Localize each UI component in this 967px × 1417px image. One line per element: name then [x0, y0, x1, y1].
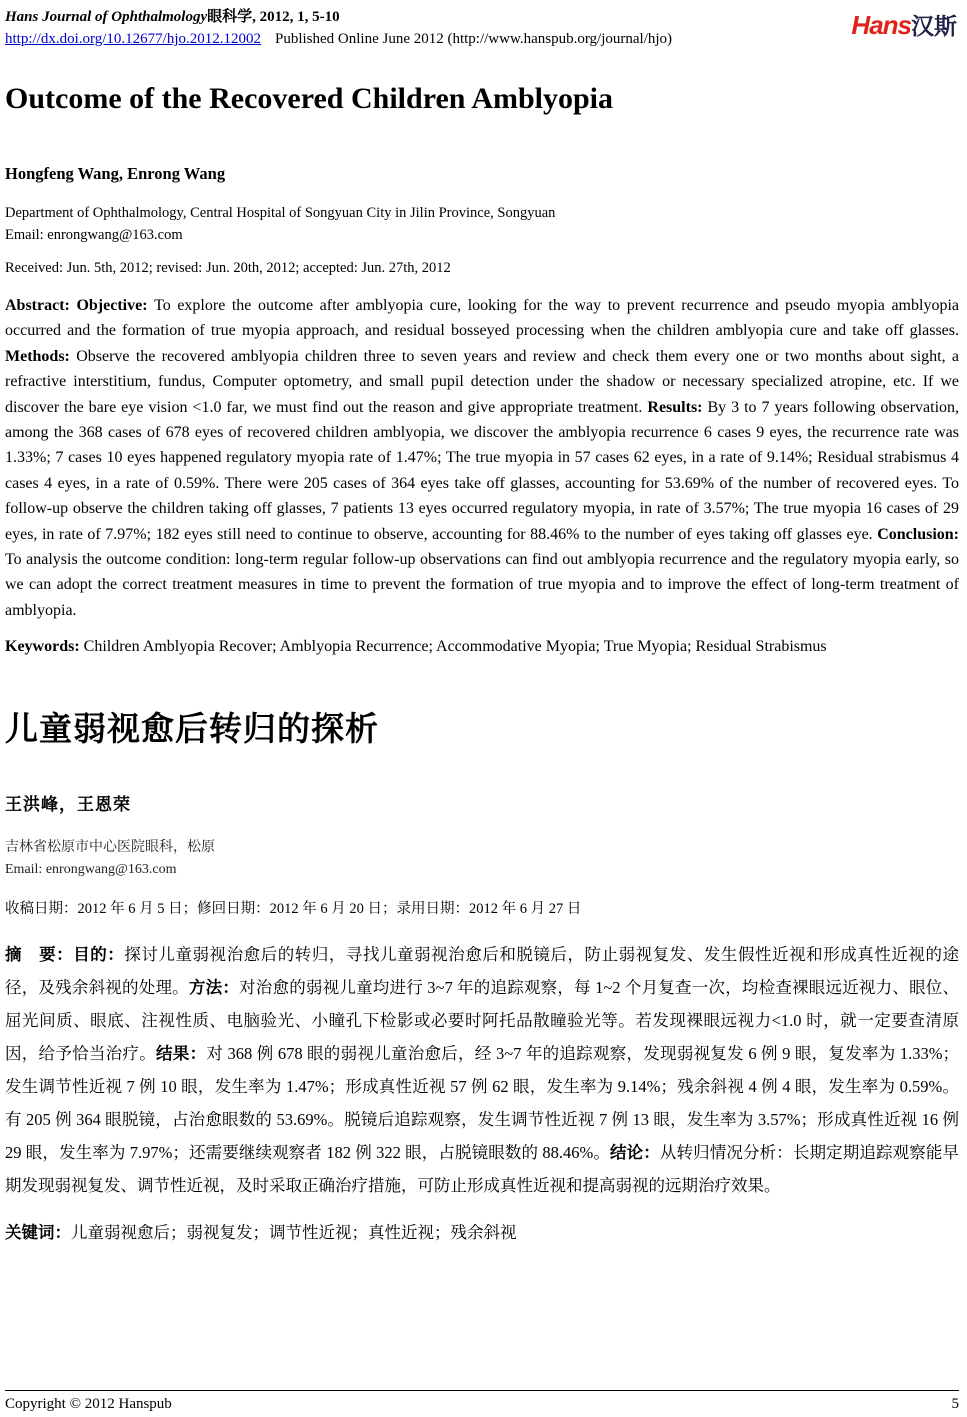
journal-issue: 眼科学, 2012, 1, 5-10: [207, 9, 340, 25]
hans-logo-cjk: 汉斯: [911, 13, 957, 39]
conclusion-text: To analysis the outcome condition: long-term regular follow-up observations can find out amblyopia recurrence and the regulatory myopia early, so we can adopt the correct treatment measures in time to prevent the formation of true myopia and to improve the effect of long-term treatment of amblyopia.: [5, 551, 959, 619]
email-cn: Email: enrongwang@163.com: [5, 862, 177, 878]
paper-title-cn: 儿童弱视愈后转归的探析: [5, 710, 379, 748]
journal-title-line: [5, 6, 672, 28]
journal-name: Hans Journal of Ophthalmology: [5, 9, 208, 25]
abstract-cn: [5, 938, 959, 1202]
journal-header: [5, 6, 959, 50]
cn-methods-text: 对治愈的弱视儿童均进行 3~7 年的追踪观察，每 1~2 个月复查一次，均检查裸眼远近视力、眼位、屈光间质、眼底、注视性质、电脑验光、小瞳孔下检影或必要时阿托品散瞳验光等。若发现裸眼远视力<1.0 时，就一定要查清原因，给予恰当治疗。: [5, 978, 960, 1064]
keywords-en: [5, 635, 959, 658]
affiliation-cn: 吉林省松原市中心医院眼科，松原: [5, 840, 215, 856]
affiliation-block-cn: [5, 837, 959, 881]
cn-results-label: 结果：: [156, 1044, 207, 1064]
affiliation-en: Department of Ophthalmology, Central Hospital of Songyuan City in Jilin Province, Songyuan: [5, 205, 556, 221]
authors-cn: 王洪峰，王恩荣: [5, 795, 131, 815]
page-number: 5: [951, 1396, 959, 1412]
paper-title-en: Outcome of the Recovered Children Amblyopia: [5, 82, 614, 115]
doi-line: [5, 28, 672, 50]
hans-logo: [851, 6, 959, 41]
cn-methods-label: 方法：: [188, 978, 240, 998]
cn-abstract-label: 摘 要：: [5, 945, 74, 965]
cn-objective-text: 探讨儿童弱视治愈后的转归，寻找儿童弱视治愈后和脱镜后，防止弱视复发、发生假性近视和形成真性近视的途径，及残余斜视的处理。: [5, 945, 960, 998]
doi-link[interactable]: http://dx.doi.org/10.12677/hjo.2012.12002: [5, 31, 261, 47]
keywords-text: Children Amblyopia Recover; Amblyopia Recurrence; Accommodative Myopia; True Myopia; Residual Strabismus: [83, 638, 827, 656]
methods-label: Methods:: [5, 347, 77, 365]
abstract-label: Abstract:: [5, 297, 77, 314]
published-note: Published Online June 2012 (http://www.hanspub.org/journal/hjo): [274, 31, 673, 47]
page-footer: [5, 1390, 959, 1413]
objective-text: To explore the outcome after amblyopia cure, looking for the way to prevent recurrence and pseudo myopia amblyopia occurred and the formation of true myopia approach, and residual bosseyed processing when the children amblyopia cure and take off glasses.: [5, 297, 959, 340]
cn-keywords-text: 儿童弱视愈后；弱视复发；调节性近视；真性近视；残余斜视: [71, 1223, 517, 1243]
objective-label: Objective:: [76, 297, 155, 314]
results-label: Results:: [647, 398, 708, 416]
received-dates-en: Received: Jun. 5th, 2012; revised: Jun. 20th, 2012; accepted: Jun. 27th, 2012: [5, 260, 451, 276]
keywords-cn: [5, 1216, 959, 1249]
affiliation-block-en: [5, 202, 959, 246]
cn-keywords-label: 关键词：: [5, 1223, 71, 1243]
copyright-notice: Copyright © 2012 Hanspub: [5, 1396, 172, 1412]
cn-conclusion-label: 结论：: [610, 1143, 660, 1163]
authors-en: Hongfeng Wang, Enrong Wang: [5, 164, 226, 183]
abstract-en: [5, 293, 959, 623]
journal-info: [5, 6, 672, 50]
cn-conclusion-text: 从转归情况分析：长期定期追踪观察能早期发现弱视复发、调节性近视，及时采取正确治疗措施，可防止形成真性近视和提高弱视的远期治疗效果。: [5, 1143, 959, 1196]
conclusion-label: Conclusion:: [877, 525, 959, 543]
cn-results-text: 对 368 例 678 眼的弱视儿童治愈后，经 3~7 年的追踪观察，发现弱视复发 6 例 9 眼，复发率为 1.33%；发生调节性近视 7 例 10 眼，发生率为 1.47%；形成真性近视 57 例 62 眼，发生率为 9.14%；残余斜视 4 例 4 眼，发生率为 0.59%。有 205 例 364 眼脱镜，占治愈眼数的 53.69%。脱镜后追踪观察，发生调节性近视 7 例 13 眼，发生率为 3.57%；形成真性近视 16 例 29 眼，发生率为 7.97%；还需要继续观察者 182 例 322 眼，占脱镜眼数的 88.46%。: [5, 1044, 960, 1163]
cn-objective-label: 目的：: [73, 945, 125, 965]
methods-text: Observe the recovered amblyopia children three to seven years and review and check them every one or two months about sight, a refractive interstitium, fundus, Computer optometry, and small pupil detection under the shadow or necessary specialized atropine, etc. If we discover the bare eye vision <1.0 far, we must find out the reason and give appropriate treatment.: [5, 347, 959, 416]
keywords-label: Keywords:: [5, 638, 84, 656]
email-en: Email: enrongwang@163.com: [5, 227, 183, 243]
hans-logo-latin: Hans: [851, 10, 911, 40]
received-dates-cn: 收稿日期：2012 年 6 月 5 日；修回日期：2012 年 6 月 20 日；录用日期：2012 年 6 月 27 日: [5, 901, 582, 918]
results-text: By 3 to 7 years following observation, among the 368 cases of 678 eyes of recovered children amblyopia, we discover the amblyopia recurrence 6 cases 9 eyes, the recurrence rate was 1.33%; 7 cases 10 eyes happened regulatory myopia rate of 1.47%; The true myopia in 57 cases 62 eyes, in a rate of 9.14%; Residual strabismus 4 cases 4 eyes, in a rate of 0.59%. There were 205 cases of 364 eyes take off glasses, accounting for 53.69% of the number of recovered eyes. To follow-up observe the children taking off glasses, 7 patients 13 eyes occurred regulatory myopia, in rate of 3.57%; The true myopia 16 cases of 29 eyes, in rate of 7.97%; 182 eyes still need to continue to observe, accounting for 88.46% to the number of eyes taking off glasses eye.: [5, 398, 960, 543]
